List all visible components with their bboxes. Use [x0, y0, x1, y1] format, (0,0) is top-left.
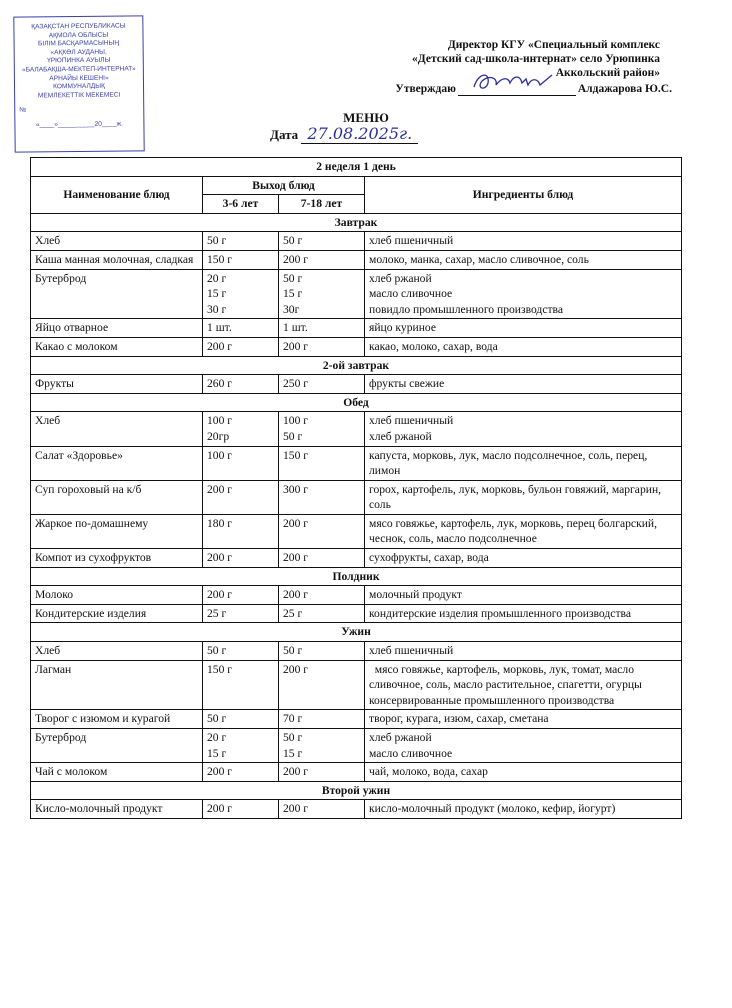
section-title: Обед [31, 393, 682, 412]
portion-3-6-cell [203, 604, 279, 623]
portion-3-6-line: 15 г [207, 287, 227, 301]
stamp-line: «АҚКӨЛ АУДАНЫ, [50, 48, 107, 57]
age-7-18-header: 7-18 лет [279, 195, 365, 214]
portion-3-6-line: 50 г [207, 644, 227, 658]
portion-7-18-line: 1 шт. [283, 321, 308, 335]
portion-7-18-cell [279, 412, 365, 446]
portion-7-18-line: 30г [283, 302, 300, 316]
age-3-6-header: 3-6 лет [203, 195, 279, 214]
portion-3-6-cell [203, 710, 279, 729]
stamp-line: КОММУНАЛДЫҚ [53, 82, 105, 91]
ingredients-line: чай, молоко, вода, сахар [369, 765, 488, 779]
portion-3-6-line: 200 г [207, 588, 233, 602]
ingredients-cell [365, 604, 682, 623]
ingredients-line: хлеб пшеничный [369, 414, 454, 428]
ingredients-cell [365, 800, 682, 819]
output-header: Выход блюд [203, 176, 365, 195]
ingredients-cell [365, 729, 682, 763]
ingredients-cell [365, 269, 682, 319]
section-row [31, 567, 682, 586]
portion-7-18-cell [279, 800, 365, 819]
signature-line [458, 83, 576, 96]
table-row [31, 480, 682, 514]
date-value: 27.08.2025г. [301, 124, 418, 144]
ingredients-cell [365, 337, 682, 356]
dish-name: Суп гороховый на к/б [31, 480, 203, 514]
portion-3-6-cell [203, 549, 279, 568]
table-row [31, 604, 682, 623]
portion-7-18-cell [279, 604, 365, 623]
portion-7-18-cell [279, 337, 365, 356]
ingredients-line: кисло-молочный продукт (молоко, кефир, йогурт) [369, 802, 616, 816]
portion-3-6-line: 200 г [207, 482, 233, 496]
stamp-line: «БАЛАБАҚША-МЕКТЕП-ИНТЕРНАТ» [21, 65, 136, 74]
portion-3-6-cell [203, 269, 279, 319]
table-row [31, 446, 682, 480]
stamp-line: МЕМЛЕКЕТТІК МЕКЕМЕСІ [37, 91, 121, 100]
portion-3-6-line: 20гр [207, 429, 230, 443]
dish-name: Кисло-молочный продукт [31, 800, 203, 819]
dish-name: Салат «Здоровье» [31, 446, 203, 480]
section-title: Полдник [31, 567, 682, 586]
portion-7-18-cell [279, 549, 365, 568]
dish-name: Хлеб [31, 412, 203, 446]
stamp-line: АҚМОЛА ОБЛЫСЫ [48, 31, 109, 39]
stamp-date-line: «____»__________20____ж. [35, 120, 123, 129]
table-row [31, 269, 682, 319]
portion-7-18-cell [279, 269, 365, 319]
table-row [31, 319, 682, 338]
ingredients-line: молочный продукт [369, 588, 462, 602]
portion-3-6-cell [203, 375, 279, 394]
ingredients-cell [365, 660, 682, 710]
dish-name: Компот из сухофруктов [31, 549, 203, 568]
table-row [31, 250, 682, 269]
stamp-line: БІЛІМ БАСҚАРМАСЫНЫҢ [37, 39, 120, 48]
ingredients-line: хлеб пшеничный [369, 644, 454, 658]
table-row [31, 412, 682, 446]
ingredients-line: хлеб пшеничный [369, 234, 454, 248]
portion-7-18-line: 15 г [283, 746, 303, 760]
portion-3-6-cell [203, 729, 279, 763]
dish-name: Творог с изюмом и курагой [31, 710, 203, 729]
portion-3-6-line: 1 шт. [207, 321, 232, 335]
menu-body [31, 213, 682, 818]
portion-7-18-line: 200 г [283, 252, 309, 266]
date-label: Дата [270, 127, 299, 142]
table-row [31, 710, 682, 729]
portion-7-18-cell [279, 660, 365, 710]
section-title: Ужин [31, 623, 682, 642]
dish-name: Кондитерские изделия [31, 604, 203, 623]
portion-7-18-cell [279, 729, 365, 763]
ingredients-cell [365, 710, 682, 729]
portion-3-6-line: 30 г [207, 302, 227, 316]
section-title: Завтрак [31, 213, 682, 232]
ingredients-line: хлеб ржаной [369, 731, 432, 744]
portion-3-6-line: 200 г [207, 802, 233, 816]
section-row [31, 781, 682, 800]
portion-3-6-cell [203, 412, 279, 446]
approve-line [395, 82, 672, 96]
portion-7-18-line: 300 г [283, 482, 309, 496]
portion-3-6-cell [203, 480, 279, 514]
ingredients-line: масло сливочное [369, 287, 453, 301]
approval-block [395, 38, 672, 96]
table-row [31, 549, 682, 568]
table-row [31, 232, 682, 251]
ingredients-line: творог, курага, изюм, сахар, сметана [369, 712, 549, 726]
ingredients-cell [365, 549, 682, 568]
portion-7-18-line: 200 г [283, 765, 309, 779]
ingredients-cell [365, 375, 682, 394]
dish-name: Лагман [31, 660, 203, 710]
portion-3-6-cell [203, 446, 279, 480]
portion-3-6-line: 25 г [207, 606, 227, 620]
portion-7-18-line: 200 г [283, 588, 309, 602]
portion-7-18-cell [279, 763, 365, 782]
director-line-3: Аккольский район» [555, 67, 660, 79]
portion-3-6-line: 15 г [207, 746, 227, 760]
approve-label: Утверждаю [395, 83, 456, 95]
dish-name: Бутерброд [31, 729, 203, 763]
portion-3-6-line: 50 г [207, 234, 227, 248]
ingredients-cell [365, 763, 682, 782]
table-row [31, 586, 682, 605]
table-row [31, 800, 682, 819]
ingredients-cell [365, 446, 682, 480]
portion-3-6-line: 260 г [207, 377, 233, 391]
portion-3-6-cell [203, 319, 279, 338]
portion-3-6-line: 150 г [207, 252, 233, 266]
portion-3-6-cell [203, 514, 279, 548]
ingredients-cell [365, 412, 682, 446]
dish-name: Хлеб [31, 232, 203, 251]
dish-name: Бутерброд [31, 269, 203, 319]
portion-7-18-cell [279, 446, 365, 480]
ingredients-line: мясо говяжье, картофель, лук, морковь, перец болгарский, чеснок, соль, масло подсолнечное [369, 516, 660, 546]
dish-header: Наименование блюд [31, 176, 203, 213]
ingredients-line: какао, молоко, сахар, вода [369, 339, 498, 353]
portion-3-6-line: 20 г [207, 731, 227, 744]
ingredients-line: капуста, морковь, лук, масло подсолнечное, соль, перец, лимон [369, 448, 651, 478]
stamp-text [14, 22, 143, 101]
portion-7-18-line: 50 г [283, 271, 303, 285]
portion-3-6-cell [203, 800, 279, 819]
portion-7-18-line: 50 г [283, 234, 303, 248]
portion-3-6-cell [203, 642, 279, 661]
menu-table [30, 157, 682, 819]
portion-7-18-line: 250 г [283, 377, 309, 391]
portion-7-18-line: 50 г [283, 644, 303, 658]
ingredients-cell [365, 642, 682, 661]
portion-3-6-line: 180 г [207, 516, 233, 530]
portion-7-18-line: 50 г [283, 429, 303, 443]
table-row [31, 375, 682, 394]
portion-7-18-cell [279, 514, 365, 548]
portion-3-6-line: 20 г [207, 271, 227, 285]
official-stamp [13, 15, 144, 152]
table-row [31, 642, 682, 661]
ingredients-line: масло сливочное [369, 746, 453, 760]
portion-3-6-line: 200 г [207, 339, 233, 353]
section-row [31, 356, 682, 375]
table-row [31, 729, 682, 763]
portion-3-6-cell [203, 660, 279, 710]
ingredients-cell [365, 480, 682, 514]
portion-7-18-cell [279, 375, 365, 394]
ingredients-cell [365, 232, 682, 251]
ingredients-line: яйцо куриное [369, 321, 436, 335]
section-title: Второй ужин [31, 781, 682, 800]
ingredients-line: молоко, манка, сахар, масло сливочное, соль [369, 252, 589, 266]
stamp-number-line: № [19, 106, 27, 114]
portion-3-6-line: 200 г [207, 551, 233, 565]
dish-name: Чай с молоком [31, 763, 203, 782]
ingredients-cell [365, 250, 682, 269]
portion-7-18-cell [279, 586, 365, 605]
portion-7-18-line: 70 г [283, 712, 303, 726]
portion-3-6-cell [203, 586, 279, 605]
stamp-line: ҚАЗАҚСТАН РЕСПУБЛИКАСЫ [31, 22, 126, 31]
dish-name: Какао с молоком [31, 337, 203, 356]
portion-7-18-line: 150 г [283, 448, 309, 462]
dish-name: Каша манная молочная, сладкая [31, 250, 203, 269]
ingredients-line: хлеб ржаной [369, 271, 432, 285]
ingredients-header: Ингредиенты блюд [365, 176, 682, 213]
date-line [270, 124, 418, 143]
director-line-1: Директор КГУ «Специальный комплекс [447, 39, 660, 51]
portion-7-18-cell [279, 319, 365, 338]
portion-7-18-line: 25 г [283, 606, 303, 620]
portion-7-18-line: 15 г [283, 287, 303, 301]
portion-7-18-line: 200 г [283, 516, 309, 530]
portion-7-18-cell [279, 642, 365, 661]
portion-3-6-line: 100 г [207, 448, 233, 462]
ingredients-cell [365, 514, 682, 548]
section-title: 2-ой завтрак [31, 356, 682, 375]
portion-3-6-line: 100 г [207, 414, 233, 428]
portion-7-18-line: 200 г [283, 551, 309, 565]
portion-7-18-cell [279, 250, 365, 269]
table-row [31, 337, 682, 356]
stamp-line: АРНАЙЫ КЕШЕНІ» [49, 74, 109, 82]
ingredients-line: фрукты свежие [369, 377, 445, 391]
portion-3-6-cell [203, 250, 279, 269]
portion-3-6-line: 50 г [207, 712, 227, 726]
ingredients-line: сухофрукты, сахар, вода [369, 551, 489, 565]
table-row [31, 763, 682, 782]
portion-3-6-line: 150 г [207, 662, 233, 676]
dish-name: Молоко [31, 586, 203, 605]
section-row [31, 393, 682, 412]
dish-name: Фрукты [31, 375, 203, 394]
portion-7-18-cell [279, 710, 365, 729]
portion-7-18-line: 200 г [283, 339, 309, 353]
portion-3-6-cell [203, 337, 279, 356]
portion-3-6-cell [203, 763, 279, 782]
director-name: Алдажарова Ю.С. [577, 83, 672, 95]
dish-name: Хлеб [31, 642, 203, 661]
week-day-header: 2 неделя 1 день [31, 158, 682, 177]
ingredients-line: повидло промышленного производства [369, 302, 564, 316]
director-line-2: «Детский сад-школа-интернат» село Урюпинка [412, 53, 660, 65]
portion-7-18-line: 200 г [283, 662, 309, 676]
section-row [31, 213, 682, 232]
portion-7-18-line: 200 г [283, 802, 309, 816]
stamp-line: ҮРЮПИНКА АУЫЛЫ [47, 57, 111, 65]
ingredients-line: мясо говяжье, картофель, морковь, лук, томат, масло сливочное, соль, масло растительное, спагетти, огурцы консервированные промышленного производства [369, 662, 645, 707]
portion-7-18-line: 100 г [283, 414, 309, 428]
dish-name: Яйцо отварное [31, 319, 203, 338]
portion-3-6-line: 200 г [207, 765, 233, 779]
table-row [31, 514, 682, 548]
ingredients-cell [365, 319, 682, 338]
portion-3-6-cell [203, 232, 279, 251]
ingredients-line: хлеб ржаной [369, 429, 432, 443]
signature-mark [468, 69, 558, 95]
table-row [31, 660, 682, 710]
section-row [31, 623, 682, 642]
portion-7-18-cell [279, 232, 365, 251]
menu-title: МЕНЮ [343, 110, 389, 125]
dish-name: Жаркое по-домашнему [31, 514, 203, 548]
ingredients-cell [365, 586, 682, 605]
portion-7-18-cell [279, 480, 365, 514]
ingredients-line: кондитерские изделия промышленного производства [369, 606, 631, 620]
ingredients-line: горох, картофель, лук, морковь, бульон говяжий, маргарин, соль [369, 482, 667, 512]
portion-7-18-line: 50 г [283, 731, 303, 744]
